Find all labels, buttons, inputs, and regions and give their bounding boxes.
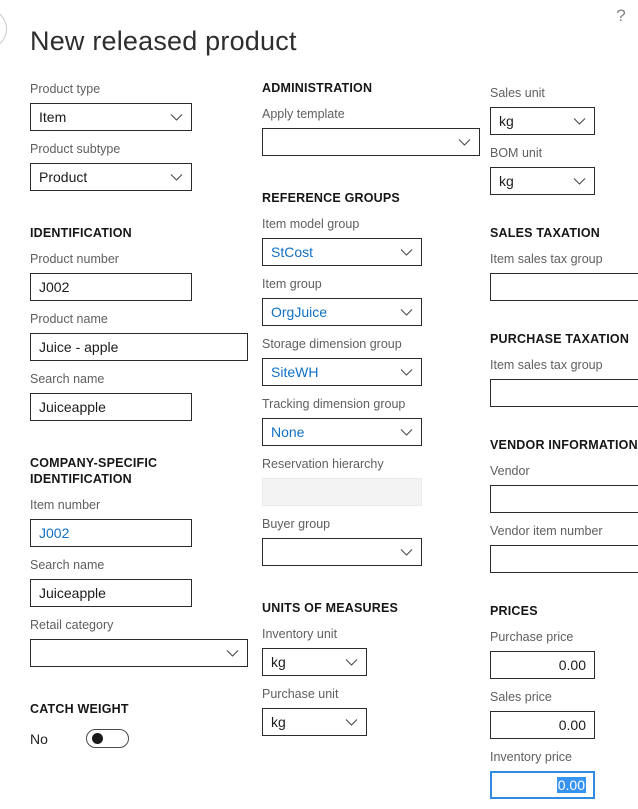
section-purchase-taxation: PURCHASE TAXATION xyxy=(490,332,630,346)
chevron-down-icon xyxy=(222,650,239,657)
item-sales-tax-group-input[interactable] xyxy=(490,273,638,301)
item-model-group-dropdown[interactable] xyxy=(262,238,422,266)
field-retail-category xyxy=(30,617,250,667)
purchase-price-label: Purchase price xyxy=(490,630,574,644)
catch-weight-toggle-row xyxy=(30,729,250,748)
search-name-label: Search name xyxy=(30,372,105,386)
field-item-number xyxy=(30,497,250,547)
bom-unit-label: BOM unit xyxy=(490,146,543,160)
chevron-down-icon xyxy=(396,549,413,556)
page-title: New released product xyxy=(30,26,297,56)
section-vendor-information: VENDOR INFORMATION xyxy=(490,438,638,452)
field-vendor-item-number xyxy=(490,523,638,573)
sales-unit-label: Sales unit xyxy=(490,86,545,100)
bom-unit-dropdown[interactable] xyxy=(490,167,595,195)
bom-unit-value: kg xyxy=(499,173,514,189)
field-reservation-hierarchy xyxy=(262,456,482,506)
field-purchase-price xyxy=(490,629,638,679)
item-model-group-label: Item model group xyxy=(262,217,360,231)
product-type-label: Product type xyxy=(30,82,101,96)
field-product-type xyxy=(30,81,250,131)
product-number-input[interactable] xyxy=(30,273,192,301)
sales-price-value: 0.00 xyxy=(558,717,586,733)
field-product-number xyxy=(30,251,250,301)
apply-template-label: Apply template xyxy=(262,107,345,121)
section-sales-taxation: SALES TAXATION xyxy=(490,226,600,240)
tracking-dimension-group-dropdown[interactable] xyxy=(262,418,422,446)
field-tracking-dimension-group xyxy=(262,396,482,446)
field-inventory-unit xyxy=(262,626,482,676)
tracking-dimension-group-value: None xyxy=(271,424,305,440)
sales-price-label: Sales price xyxy=(490,690,552,704)
field-inventory-price xyxy=(490,749,638,799)
product-subtype-label: Product subtype xyxy=(30,142,121,156)
right-column xyxy=(490,85,638,809)
storage-dimension-group-dropdown[interactable] xyxy=(262,358,422,386)
product-number-value: J002 xyxy=(39,279,70,295)
chevron-down-icon xyxy=(396,369,413,376)
field-sales-unit xyxy=(490,85,638,135)
chevron-down-icon xyxy=(454,139,471,146)
reservation-hierarchy-label: Reservation hierarchy xyxy=(262,457,384,471)
item-group-label: Item group xyxy=(262,277,322,291)
item-sales-tax-group-label: Item sales tax group xyxy=(490,252,603,266)
inventory-unit-label: Inventory unit xyxy=(262,627,338,641)
search-name-input[interactable] xyxy=(30,393,192,421)
inventory-price-value-selected: 0.00 xyxy=(557,777,585,793)
product-number-label: Product number xyxy=(30,252,119,266)
field-storage-dimension-group xyxy=(262,336,482,386)
vendor-item-number-label: Vendor item number xyxy=(490,524,603,538)
sales-unit-dropdown[interactable] xyxy=(490,107,595,135)
section-prices: PRICES xyxy=(490,604,538,618)
catch-weight-toggle-label: No xyxy=(30,730,48,747)
middle-column xyxy=(262,80,482,746)
field-product-subtype xyxy=(30,141,250,191)
company-search-name-value: Juiceapple xyxy=(39,585,106,601)
field-purchase-item-sales-tax-group xyxy=(490,357,638,407)
product-type-value: Item xyxy=(39,109,67,125)
section-catch-weight: CATCH WEIGHT xyxy=(30,702,129,716)
buyer-group-dropdown[interactable] xyxy=(262,538,422,566)
item-model-group-value: StCost xyxy=(271,244,314,260)
chevron-down-icon xyxy=(569,178,586,185)
vendor-input[interactable] xyxy=(490,485,638,513)
storage-dimension-group-label: Storage dimension group xyxy=(262,337,402,351)
search-name-value: Juiceapple xyxy=(39,399,106,415)
section-identification: IDENTIFICATION xyxy=(30,226,132,240)
item-group-dropdown[interactable] xyxy=(262,298,422,326)
field-company-search-name xyxy=(30,557,250,607)
purchase-unit-dropdown[interactable] xyxy=(262,708,367,736)
company-search-name-input[interactable] xyxy=(30,579,192,607)
field-search-name xyxy=(30,371,250,421)
toggle-knob-icon xyxy=(92,733,103,744)
chevron-down-icon xyxy=(341,719,358,726)
inventory-price-label: Inventory price xyxy=(490,750,572,764)
chevron-down-icon xyxy=(166,174,183,181)
tracking-dimension-group-label: Tracking dimension group xyxy=(262,397,406,411)
product-name-value: Juice - apple xyxy=(39,339,119,355)
purchase-item-sales-tax-group-label: Item sales tax group xyxy=(490,358,603,372)
purchase-unit-label: Purchase unit xyxy=(262,687,339,701)
section-administration: ADMINISTRATION xyxy=(262,81,373,95)
inventory-unit-value: kg xyxy=(271,654,286,670)
retail-category-label: Retail category xyxy=(30,618,114,632)
inventory-unit-dropdown[interactable] xyxy=(262,648,367,676)
section-reference-groups: REFERENCE GROUPS xyxy=(262,191,400,205)
help-icon[interactable]: ? xyxy=(616,6,626,25)
product-name-label: Product name xyxy=(30,312,108,326)
purchase-price-value: 0.00 xyxy=(558,657,586,673)
chevron-down-icon xyxy=(341,659,358,666)
apply-template-dropdown[interactable] xyxy=(262,128,480,156)
field-item-model-group xyxy=(262,216,482,266)
section-units-of-measures: UNITS OF MEASURES xyxy=(262,601,399,615)
inventory-price-input-focused[interactable] xyxy=(490,771,595,799)
purchase-price-input[interactable] xyxy=(490,651,595,679)
item-number-value: J002 xyxy=(39,525,70,541)
vendor-item-number-input[interactable] xyxy=(490,545,638,573)
storage-dimension-group-value: SiteWH xyxy=(271,364,319,380)
item-number-label: Item number xyxy=(30,498,101,512)
purchase-unit-value: kg xyxy=(271,714,286,730)
clipped-edge-button xyxy=(0,9,7,49)
buyer-group-label: Buyer group xyxy=(262,517,331,531)
product-name-input[interactable] xyxy=(30,333,248,361)
field-item-sales-tax-group xyxy=(490,251,638,301)
section-company-specific-identification: COMPANY-SPECIFIC IDENTIFICATION xyxy=(30,456,158,486)
field-product-name xyxy=(30,311,250,361)
product-subtype-value: Product xyxy=(39,169,88,185)
chevron-down-icon xyxy=(396,249,413,256)
sales-unit-value: kg xyxy=(499,113,514,129)
reservation-hierarchy-input-disabled xyxy=(262,478,422,506)
vendor-label: Vendor xyxy=(490,464,530,478)
catch-weight-toggle[interactable] xyxy=(86,729,129,748)
retail-category-dropdown[interactable] xyxy=(30,639,248,667)
field-vendor xyxy=(490,463,638,513)
chevron-down-icon xyxy=(166,114,183,121)
company-search-name-label: Search name xyxy=(30,558,105,572)
field-item-group xyxy=(262,276,482,326)
left-column xyxy=(30,81,250,748)
chevron-down-icon xyxy=(569,118,586,125)
field-sales-price xyxy=(490,689,638,739)
chevron-down-icon xyxy=(396,309,413,316)
field-bom-unit xyxy=(490,145,638,195)
sales-price-input[interactable] xyxy=(490,711,595,739)
chevron-down-icon xyxy=(396,429,413,436)
field-purchase-unit xyxy=(262,686,482,736)
product-subtype-dropdown[interactable] xyxy=(30,163,192,191)
product-type-dropdown[interactable] xyxy=(30,103,192,131)
field-apply-template xyxy=(262,106,482,156)
purchase-item-sales-tax-group-input[interactable] xyxy=(490,379,638,407)
field-buyer-group xyxy=(262,516,482,566)
item-group-value: OrgJuice xyxy=(271,304,328,320)
item-number-input[interactable] xyxy=(30,519,192,547)
